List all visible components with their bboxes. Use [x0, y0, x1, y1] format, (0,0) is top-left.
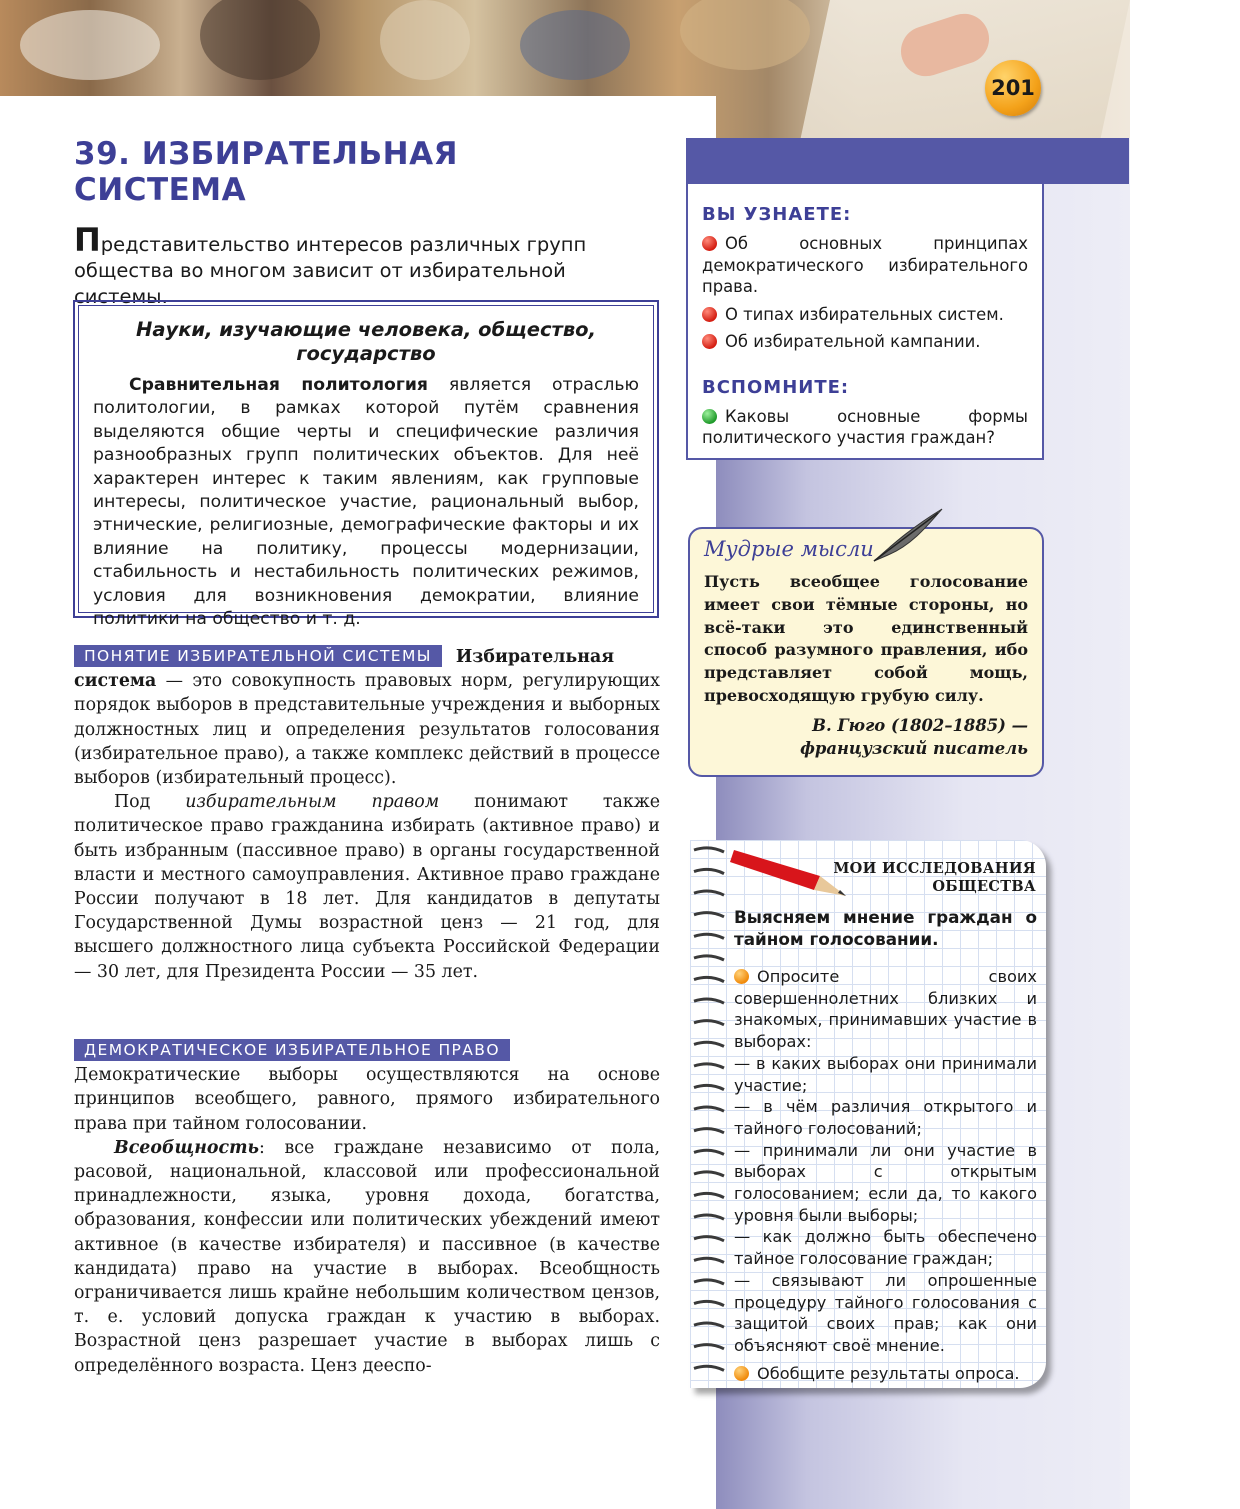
- section1-p2-italic: избирательным правом: [185, 792, 440, 813]
- spiral-ring: [694, 891, 724, 895]
- feather-icon: [868, 505, 948, 565]
- research-heading: [816, 860, 1036, 896]
- orange-bullet-icon: [734, 1366, 749, 1381]
- research-final: [734, 1363, 1037, 1385]
- section-democratic-law: [74, 1039, 660, 1378]
- section2-term: Всеобщность: [114, 1137, 259, 1158]
- spiral-ring: [694, 1042, 724, 1046]
- red-bullet-icon: [702, 334, 717, 349]
- learn-item-text: О типах избирательных систем.: [725, 304, 1004, 324]
- research-question: — в чём различия открытого и тайного голосований;: [734, 1097, 1037, 1138]
- spiral-ring: [694, 1129, 724, 1133]
- spiral-ring: [694, 977, 724, 981]
- drop-cap: П: [74, 221, 101, 259]
- research-body: [734, 966, 1037, 1384]
- learn-list: [702, 233, 1028, 353]
- spiral-ring: [694, 913, 724, 917]
- section1-term: Избирательная система: [74, 647, 615, 692]
- spiral-ring: [694, 848, 724, 852]
- research-final-text: Обобщите результаты опроса.: [757, 1363, 1020, 1383]
- learn-item: [702, 304, 1028, 326]
- section2-text: Демократические выборы осуществляются на основе принципов всеобщего, равного, прямого избирательного права при тайном голосовании.: [74, 1065, 660, 1134]
- spiral-ring: [694, 1301, 724, 1305]
- sciences-box-text: [93, 374, 639, 631]
- spiral-ring: [694, 1237, 724, 1241]
- recall-item: [702, 406, 1028, 449]
- spiral-ring: [694, 999, 724, 1003]
- research-heading-line-1: МОИ ИССЛЕДОВАНИЯ: [833, 860, 1036, 877]
- learn-item: [702, 233, 1028, 298]
- orange-bullet-icon: [734, 969, 749, 984]
- spiral-ring: [694, 1107, 724, 1111]
- spiral-ring: [694, 1323, 724, 1327]
- recall-list: [702, 406, 1028, 449]
- title-line-2: СИСТЕМА: [74, 172, 247, 208]
- learn-heading: ВЫ УЗНАЕТЕ:: [702, 204, 852, 225]
- research-question: — принимали ли они участие в выборах с открытым голосованием; если да, то какого уровня были выборы;: [734, 1140, 1037, 1225]
- spiral-ring: [694, 869, 724, 873]
- intro-paragraph: [74, 221, 660, 310]
- spiral-ring: [694, 1193, 724, 1197]
- photo-detail: [200, 0, 320, 80]
- green-bullet-icon: [702, 409, 717, 424]
- learn-item-text: Об избирательной кампании.: [725, 332, 981, 351]
- sciences-heading-line-2: государство: [296, 342, 436, 365]
- section1-p2-start: Под: [114, 792, 186, 813]
- quote-text: Пусть всеобщее голосование имеет свои тёмные стороны, но всё-таки это единственный способ разумного правления, ибо представляет собой мощь, превосходящую грубую силу.: [704, 572, 1028, 705]
- recall-heading: ВСПОМНИТЕ:: [702, 376, 850, 398]
- page-title: [74, 136, 458, 208]
- wise-thoughts-box: [688, 527, 1044, 777]
- spiral-ring: [694, 1085, 724, 1089]
- spiral-ring: [694, 1021, 724, 1025]
- quote-author-line-2: французский писатель: [800, 738, 1028, 758]
- spiral-ring: [694, 934, 724, 938]
- page-number: 201: [985, 60, 1041, 116]
- photo-detail: [380, 0, 470, 80]
- spiral-ring: [694, 956, 724, 960]
- research-intro: [734, 966, 1037, 1053]
- red-bullet-icon: [702, 236, 717, 251]
- research-heading-line-2: ОБЩЕСТВА: [932, 878, 1036, 895]
- quote-author: [704, 714, 1028, 760]
- section-electoral-system: [74, 645, 660, 984]
- photo-detail: [680, 0, 810, 70]
- title-line-1: 39. ИЗБИРАТЕЛЬНАЯ: [74, 136, 458, 172]
- sciences-box-heading: [93, 318, 639, 366]
- intro-text: редставительство интересов различных групп общества во многом зависит от избирательной системы.: [74, 233, 587, 308]
- research-question: — как должно быть обеспечено тайное голосование граждан;: [734, 1227, 1037, 1269]
- learn-box: [686, 184, 1044, 460]
- sciences-box: [73, 300, 659, 630]
- spiral-ring: [694, 1150, 724, 1154]
- spiral-ring: [694, 1258, 724, 1262]
- side-band-header: [686, 138, 1129, 184]
- quote-author-line-1: В. Гюго (1802–1885) —: [812, 715, 1028, 735]
- learn-item-text: Об основных принципах демократического избирательного права.: [702, 234, 1028, 296]
- spiral-ring: [694, 1345, 724, 1349]
- spiral-binding-icon: [692, 846, 726, 1386]
- research-question: — связывают ли опрошенные процедуру тайного голосования с защитой своих прав; как они объясняют своё мнение.: [734, 1270, 1037, 1355]
- spiral-ring: [694, 1215, 724, 1219]
- wise-thoughts-title: Мудрые мысли: [704, 537, 874, 561]
- sciences-term: Сравнительная политология: [129, 375, 428, 395]
- recall-item-text: Каковы основные формы политического участия граждан?: [702, 406, 1028, 447]
- spiral-ring: [694, 1280, 724, 1284]
- section-label-democratic-law: ДЕМОКРАТИЧЕСКОЕ ИЗБИРАТЕЛЬНОЕ ПРАВО: [74, 1039, 510, 1061]
- sciences-definition: является отраслью политологии, в рамках которой путём сравнения выделяются общие черты и специфические различия разнообразных групп политических объектов. Для неё характерен интерес к таким явлениям, как групповые интересы, политическое участие, рациональный выбор, этнические, религиозные, демографические факторы и их влияние на политику, процессы модернизации, стабильность и нестабильность политических режимов, условия для возникновения демократии, влияние политики на общество и т. д.: [93, 375, 640, 630]
- photo-detail: [520, 10, 630, 80]
- research-notebook: [690, 840, 1046, 1388]
- spiral-ring: [694, 1366, 724, 1370]
- red-bullet-icon: [702, 307, 717, 322]
- section1-text: — это совокупность правовых норм, регулирующих порядок выборов в представительные учреждения и выборных должностных лиц и определения результатов голосования (избирательное право), а также комплекс действий в процессе выборов (избирательный процесс).: [74, 671, 660, 789]
- learn-item: [702, 331, 1028, 353]
- research-task: Выясняем мнение граждан о тайном голосовании.: [734, 907, 1037, 949]
- section-label-electoral-system: ПОНЯТИЕ ИЗБИРАТЕЛЬНОЙ СИСТЕМЫ: [74, 645, 442, 667]
- section2-p2-rest: : все граждане независимо от пола, расовой, национальной, классовой или профессиональной принадлежности, языка, уровня дохода, богатства, образования, конфессии или политических убеждений имеют активное (в качестве избирателя) и пассивное (в качестве кандидата) право на участие в выборах. Всеобщность ограничивается лишь крайне небольшим количеством цензов, т. е. условий допуска граждан к участию в выборах. Возрастной ценз разрешает участие в выборах лишь с определённого возраста. Ценз дееспо-: [74, 1137, 660, 1376]
- research-question: — в каких выборах они принимали участие;: [734, 1053, 1037, 1095]
- photo-detail: [20, 10, 160, 80]
- spiral-ring: [694, 1172, 724, 1176]
- spiral-ring: [694, 1064, 724, 1068]
- section1-p2-rest: понимают также политическое право гражданина избирать (активное право) и быть избранным (пассивное право) в органы государственной власти и местного самоуправления. Активное право гражданe России получают в 18 лет. Для кандидатов в депутаты Государственной Думы возрастной ценз — 21 год, для высшего должностного лица субъекта Российской Федерации — 30 лет, для Президента России — 35 лет.: [74, 792, 660, 982]
- sciences-heading-line-1: Науки, изучающие человека, общество,: [136, 318, 596, 341]
- research-intro-text: Опросите своих совершеннолетних близких и знакомых, принимавших участие в выборах:: [734, 967, 1037, 1052]
